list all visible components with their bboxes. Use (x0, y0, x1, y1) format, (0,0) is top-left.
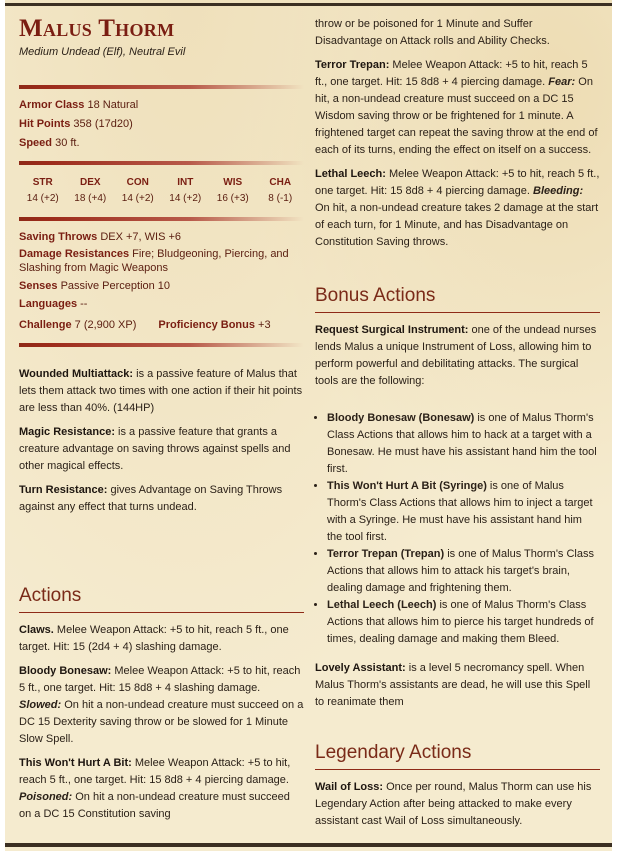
action-text: Melee Weapon Attack: +5 to hit, reach 5 ft., one target. Hit: 15 (2d4 + 4) slashing damage. (19, 624, 289, 653)
divider (19, 161, 304, 165)
tool-name: Lethal Leech (Leech) (327, 599, 437, 611)
ability-score: 8 (-1) (268, 193, 293, 204)
bonus-action (315, 660, 600, 711)
ability-name: CHA (269, 177, 292, 188)
legendary-action-name: Wail of Loss: (315, 781, 384, 793)
effect-name: Bleeding: (533, 185, 584, 197)
ability-name: WIS (223, 177, 243, 188)
action-name: Bloody Bonesaw: (19, 665, 112, 677)
divider (19, 217, 304, 221)
divider (19, 85, 304, 89)
value: 18 Natural (87, 99, 139, 111)
action (19, 755, 304, 823)
page-border-top (5, 3, 612, 6)
effect-name: Slowed: (19, 699, 62, 711)
ability-score: 14 (+2) (169, 193, 202, 204)
list-item (327, 546, 600, 597)
value: DEX +7, WIS +6 (100, 231, 182, 243)
trait-name: Turn Resistance: (19, 484, 108, 496)
tool-text: is one of Malus Thorm's Class Actions that allows him to pierce his target hundreds of times, dealing damage and making them Bleed. (327, 599, 594, 645)
trait-text: gives Advantage on Saving Throws against any effect that turns undead. (19, 484, 283, 513)
value: -- (80, 298, 88, 310)
action-text: Melee Weapon Attack: +5 to hit, reach 5 ft., one target. Hit: 15 8d8 + 4 piercing damage. (315, 59, 588, 88)
list-item (327, 478, 600, 546)
senses (19, 278, 304, 294)
proficiency-label: Proficiency Bonus (158, 319, 255, 331)
divider (19, 343, 304, 347)
ability-name: DEX (79, 177, 101, 188)
tool-text: is one of Malus Thorm's Class Actions that allows him to inject a target with a Syringe. He must have his assistant hand him the tool first. (327, 480, 593, 543)
value: Fire; Bludgeoning, Piercing, and Slashing from Magic Weapons (19, 248, 289, 274)
surgical-tools-list (315, 410, 600, 648)
ability-name: STR (32, 177, 53, 188)
page-border-bottom (5, 843, 612, 847)
bonus-action-name: Lovely Assistant: (315, 662, 406, 674)
action-name: This Won't Hurt A Bit: (19, 757, 132, 769)
action (19, 622, 304, 656)
action-continuation: throw or be poisoned for 1 Minute and Suffer Disadvantage on Attack rolls and Ability Checks. (315, 18, 550, 47)
bonus-action-text: is a level 5 necromancy spell. When Malus Thorm's assistants are dead, he will use this Spell to reanimate them (315, 662, 591, 708)
heading-rule (315, 769, 600, 770)
label: Challenge (19, 319, 72, 331)
trait-text: is a passive feature that grants a creature advantage on saving throws against spells and other magical effects. (19, 426, 291, 472)
label: Damage Resistances (19, 248, 130, 260)
effect-name: Poisoned: (19, 791, 73, 803)
action-name: Terror Trepan: (315, 59, 390, 71)
trait-text: is a passive feature of Malus that lets them attack two times with one action if their hit points are less than 40%. (144HP) (19, 368, 303, 414)
action (315, 57, 600, 159)
label: Hit Points (19, 118, 71, 130)
saving-throws (19, 229, 304, 245)
ability-score: 14 (+2) (26, 193, 59, 204)
proficiency-value: +3 (258, 319, 271, 331)
legendary-action-text: Once per round, Malus Thorm can use his Legendary Action after being attacked to make every assistant cast Wail of Loss simultaneously. (315, 781, 592, 827)
ability-name: CON (126, 177, 149, 188)
action-name: Claws. (19, 624, 54, 636)
languages (19, 296, 304, 312)
label: Armor Class (19, 99, 85, 111)
trait (19, 482, 304, 516)
value: 30 ft. (55, 137, 80, 149)
bonus-action-text: one of the undead nurses lends Malus a unique Instrument of Loss, allowing him to perform powerful and debilitating attacks. The surgical tools are the following: (315, 324, 597, 387)
label: Saving Throws (19, 231, 98, 243)
effect-name: Fear: (548, 76, 576, 88)
damage-resistances (19, 247, 304, 275)
tool-text: is one of Malus Thorm's Class Actions that allows him to attack his target's brain, dealing damage and frightening them. (327, 548, 594, 594)
effect-text: On hit a non-undead creature must succeed on a DC 15 Constitution saving (19, 791, 290, 820)
armor-class (19, 97, 304, 114)
trait (19, 424, 304, 475)
actions-heading: Actions (19, 585, 82, 606)
value: 358 (17d20) (73, 118, 133, 130)
ability-score: 16 (+3) (216, 193, 249, 204)
legendary-action (315, 779, 600, 830)
heading-rule (315, 312, 600, 313)
effect-text: On hit, a non-undead creature must succeed on a DC 15 Wisdom saving throw or be frightened for 1 minute. A frightened target can repeat the saving throw at the end of each of its turns, ending the effect on itself on a success. (315, 76, 598, 156)
value: 7 (2,900 XP) (74, 319, 137, 331)
ability-name: INT (177, 177, 194, 188)
bonus-action-name: Request Surgical Instrument: (315, 324, 469, 336)
speed (19, 135, 304, 152)
bonus-actions-heading: Bonus Actions (315, 285, 436, 306)
effect-text: On hit, a non-undead creature takes 2 damage at the start of each turn, for 1 Minute, and has Disadvantage on Constitution Saving throws. (315, 202, 599, 248)
trait-name: Wounded Multiattack: (19, 368, 134, 380)
tool-name: Terror Trepan (Trepan) (327, 548, 445, 560)
list-item (327, 410, 600, 478)
trait (19, 366, 304, 417)
action-text: Melee Weapon Attack: +5 to hit, reach 5 ft., one target. Hit: 15 8d8 + 4 piercing damage. (315, 168, 600, 197)
action (315, 166, 600, 251)
label: Languages (19, 298, 78, 310)
action (19, 663, 304, 748)
effect-text: On hit a non-undead creature must succeed on a DC 15 Dexterity saving throw or be slowed for 1 Minute Slow Spell. (19, 699, 304, 745)
action-text: Melee Weapon Attack: +5 to hit, reach 5 ft., one target. Hit: 15 8d8 + 4 piercing damage. (19, 757, 291, 786)
heading-rule (19, 612, 304, 613)
ability-scores (19, 175, 304, 207)
list-item (327, 597, 600, 648)
label: Senses (19, 280, 58, 292)
monster-type: Medium Undead (Elf), Neutral Evil (19, 46, 186, 58)
tool-name: Bloody Bonesaw (Bonesaw) (327, 412, 475, 424)
bonus-action (315, 322, 600, 390)
right-column (315, 16, 600, 827)
tool-name: This Won't Hurt A Bit (Syringe) (327, 480, 487, 492)
left-column (19, 15, 304, 820)
action-name: Lethal Leech: (315, 168, 386, 180)
hit-points (19, 116, 304, 133)
legendary-actions-heading: Legendary Actions (315, 742, 472, 763)
trait-name: Magic Resistance: (19, 426, 115, 438)
label: Speed (19, 137, 53, 149)
ability-score: 18 (+4) (74, 193, 107, 204)
tool-text: is one of Malus Thorm's Class Actions that allows him to hack at a target with a Bonesaw. He must have his assistant hand him the tool first. (327, 412, 597, 475)
value: Passive Perception 10 (60, 280, 171, 292)
monster-name: Malus Thorm (19, 15, 175, 42)
challenge (19, 317, 304, 333)
ability-score: 14 (+2) (121, 193, 154, 204)
action-text: Melee Weapon Attack: +5 to hit, reach 5 ft., one target. Hit: 15 8d8 + 4 slashing damage. (19, 665, 301, 694)
